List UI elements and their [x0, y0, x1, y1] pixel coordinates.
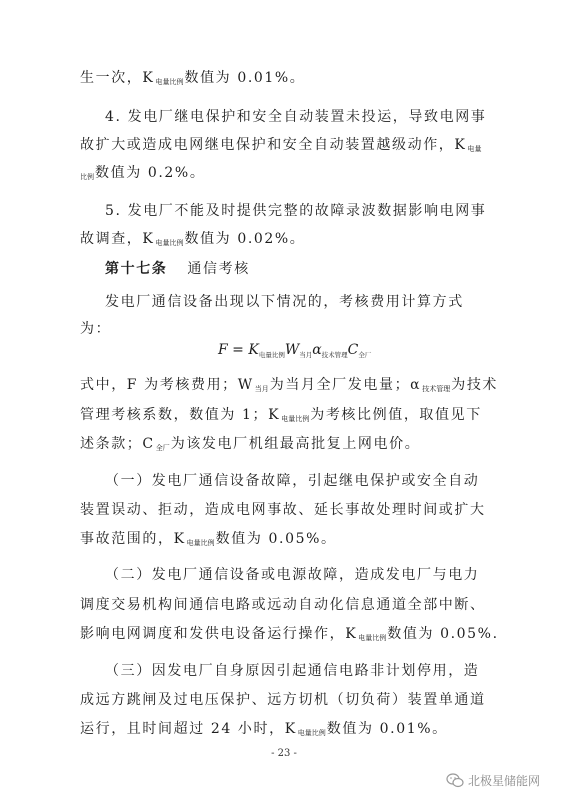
text-fragment: 式中，F 为考核费用；W	[80, 377, 254, 393]
text-line	[80, 619, 499, 649]
text-fragment: 故调查，K	[80, 231, 155, 247]
article-number: 第十七条	[105, 261, 168, 277]
text-line: 4. 发电厂继电保护和安全自动装置未投运，导致电网事	[105, 109, 487, 125]
text-line: 成远方跳闸及过电压保护、远方切机（切负荷）装置单通道	[80, 692, 486, 708]
subscript: 当月	[254, 385, 269, 393]
text-fragment: 运行，且时间超过 24 小时，K	[80, 721, 297, 737]
text-fragment: 数值为 0.01%。	[326, 721, 448, 737]
formula-subscript: 全厂	[358, 351, 372, 359]
text-line	[80, 370, 499, 400]
subscript: 电量	[467, 145, 482, 153]
text-fragment: 数值为 0.2%。	[95, 165, 206, 181]
subscript: 电量比例	[358, 634, 387, 642]
text-fragment: 管理考核系数，数值为 1；K	[80, 407, 281, 423]
formula-symbol: C	[347, 342, 359, 358]
formula-symbol: W	[284, 342, 300, 358]
text-fragment: 影响电网调度和发供电设备运行操作，K	[80, 626, 358, 642]
text-line: （二）发电厂通信设备或电源故障，造成发电厂与电力	[105, 567, 480, 583]
formula-subscript: 电量比例	[258, 351, 285, 359]
formula	[218, 340, 371, 360]
subscript: 电量比例	[281, 415, 310, 423]
text-fragment: 为技术	[451, 377, 499, 393]
article-heading	[105, 254, 250, 284]
text-line	[80, 714, 490, 744]
text-fragment: 数值为 0.02%。	[184, 231, 306, 247]
article-title: 通信考核	[187, 261, 250, 277]
text-line: 5. 发电厂不能及时提供完整的故障录波数据影响电网事	[105, 203, 487, 219]
subscript: 电量比例	[155, 78, 184, 86]
text-line: 调度交易机构间通信电路或远动自动化信息通道全部中断、	[80, 597, 486, 613]
text-line	[80, 130, 490, 160]
text-fragment: 述条款；C	[80, 436, 155, 452]
text-fragment: 故扩大或造成电网继电保护和安全自动装置越级动作，K	[80, 137, 467, 153]
text-fragment: 为当月全厂发电量；α	[269, 377, 422, 393]
formula-subscript: 技术管理	[321, 351, 348, 359]
subscript: 技术管理	[422, 385, 451, 393]
text-line	[80, 158, 490, 188]
text-fragment: 事故范围的，K	[80, 531, 186, 547]
formula-symbol: α	[312, 342, 322, 358]
text-line	[80, 63, 490, 93]
formula-subscript: 当月	[299, 351, 313, 359]
subscript: 电量比例	[155, 239, 184, 247]
subscript: 比例	[80, 173, 94, 181]
text-line: （一）发电厂通信设备故障，引起继电保护或安全自动	[105, 473, 480, 489]
watermark	[446, 770, 540, 790]
text-line	[80, 524, 490, 554]
text-line: 发电厂通信设备出现以下情况的，考核费用计算方式	[105, 294, 464, 310]
watermark-text: 北极星储能网	[468, 773, 541, 788]
subscript: 全厂	[155, 444, 170, 452]
text-line	[80, 400, 490, 430]
text-fragment: 生一次，K	[80, 70, 155, 86]
text-line: 装置误动、拒动，造成电网事故、延长事故处理时间或扩大	[80, 502, 486, 518]
text-line: 为：	[80, 321, 112, 337]
text-line	[80, 429, 490, 459]
text-line	[80, 224, 490, 254]
page-number: - 23 -	[271, 748, 297, 759]
subscript: 电量比例	[186, 539, 215, 547]
text-fragment: 数值为 0.05%。	[215, 531, 337, 547]
text-fragment: 为该发电厂机组最高批复上网电价。	[170, 436, 421, 452]
text-fragment: 为考核比例值，取值见下	[310, 407, 482, 423]
text-fragment: 数值为 0.01%。	[184, 70, 306, 86]
wechat-icon	[446, 773, 464, 788]
formula-lhs: F = K	[218, 342, 259, 358]
text-line: （三）因发电厂自身原因引起通信电路非计划停用，造	[105, 663, 480, 679]
text-fragment: 数值为 0.05%.	[387, 626, 499, 642]
subscript: 电量比例	[297, 729, 326, 737]
